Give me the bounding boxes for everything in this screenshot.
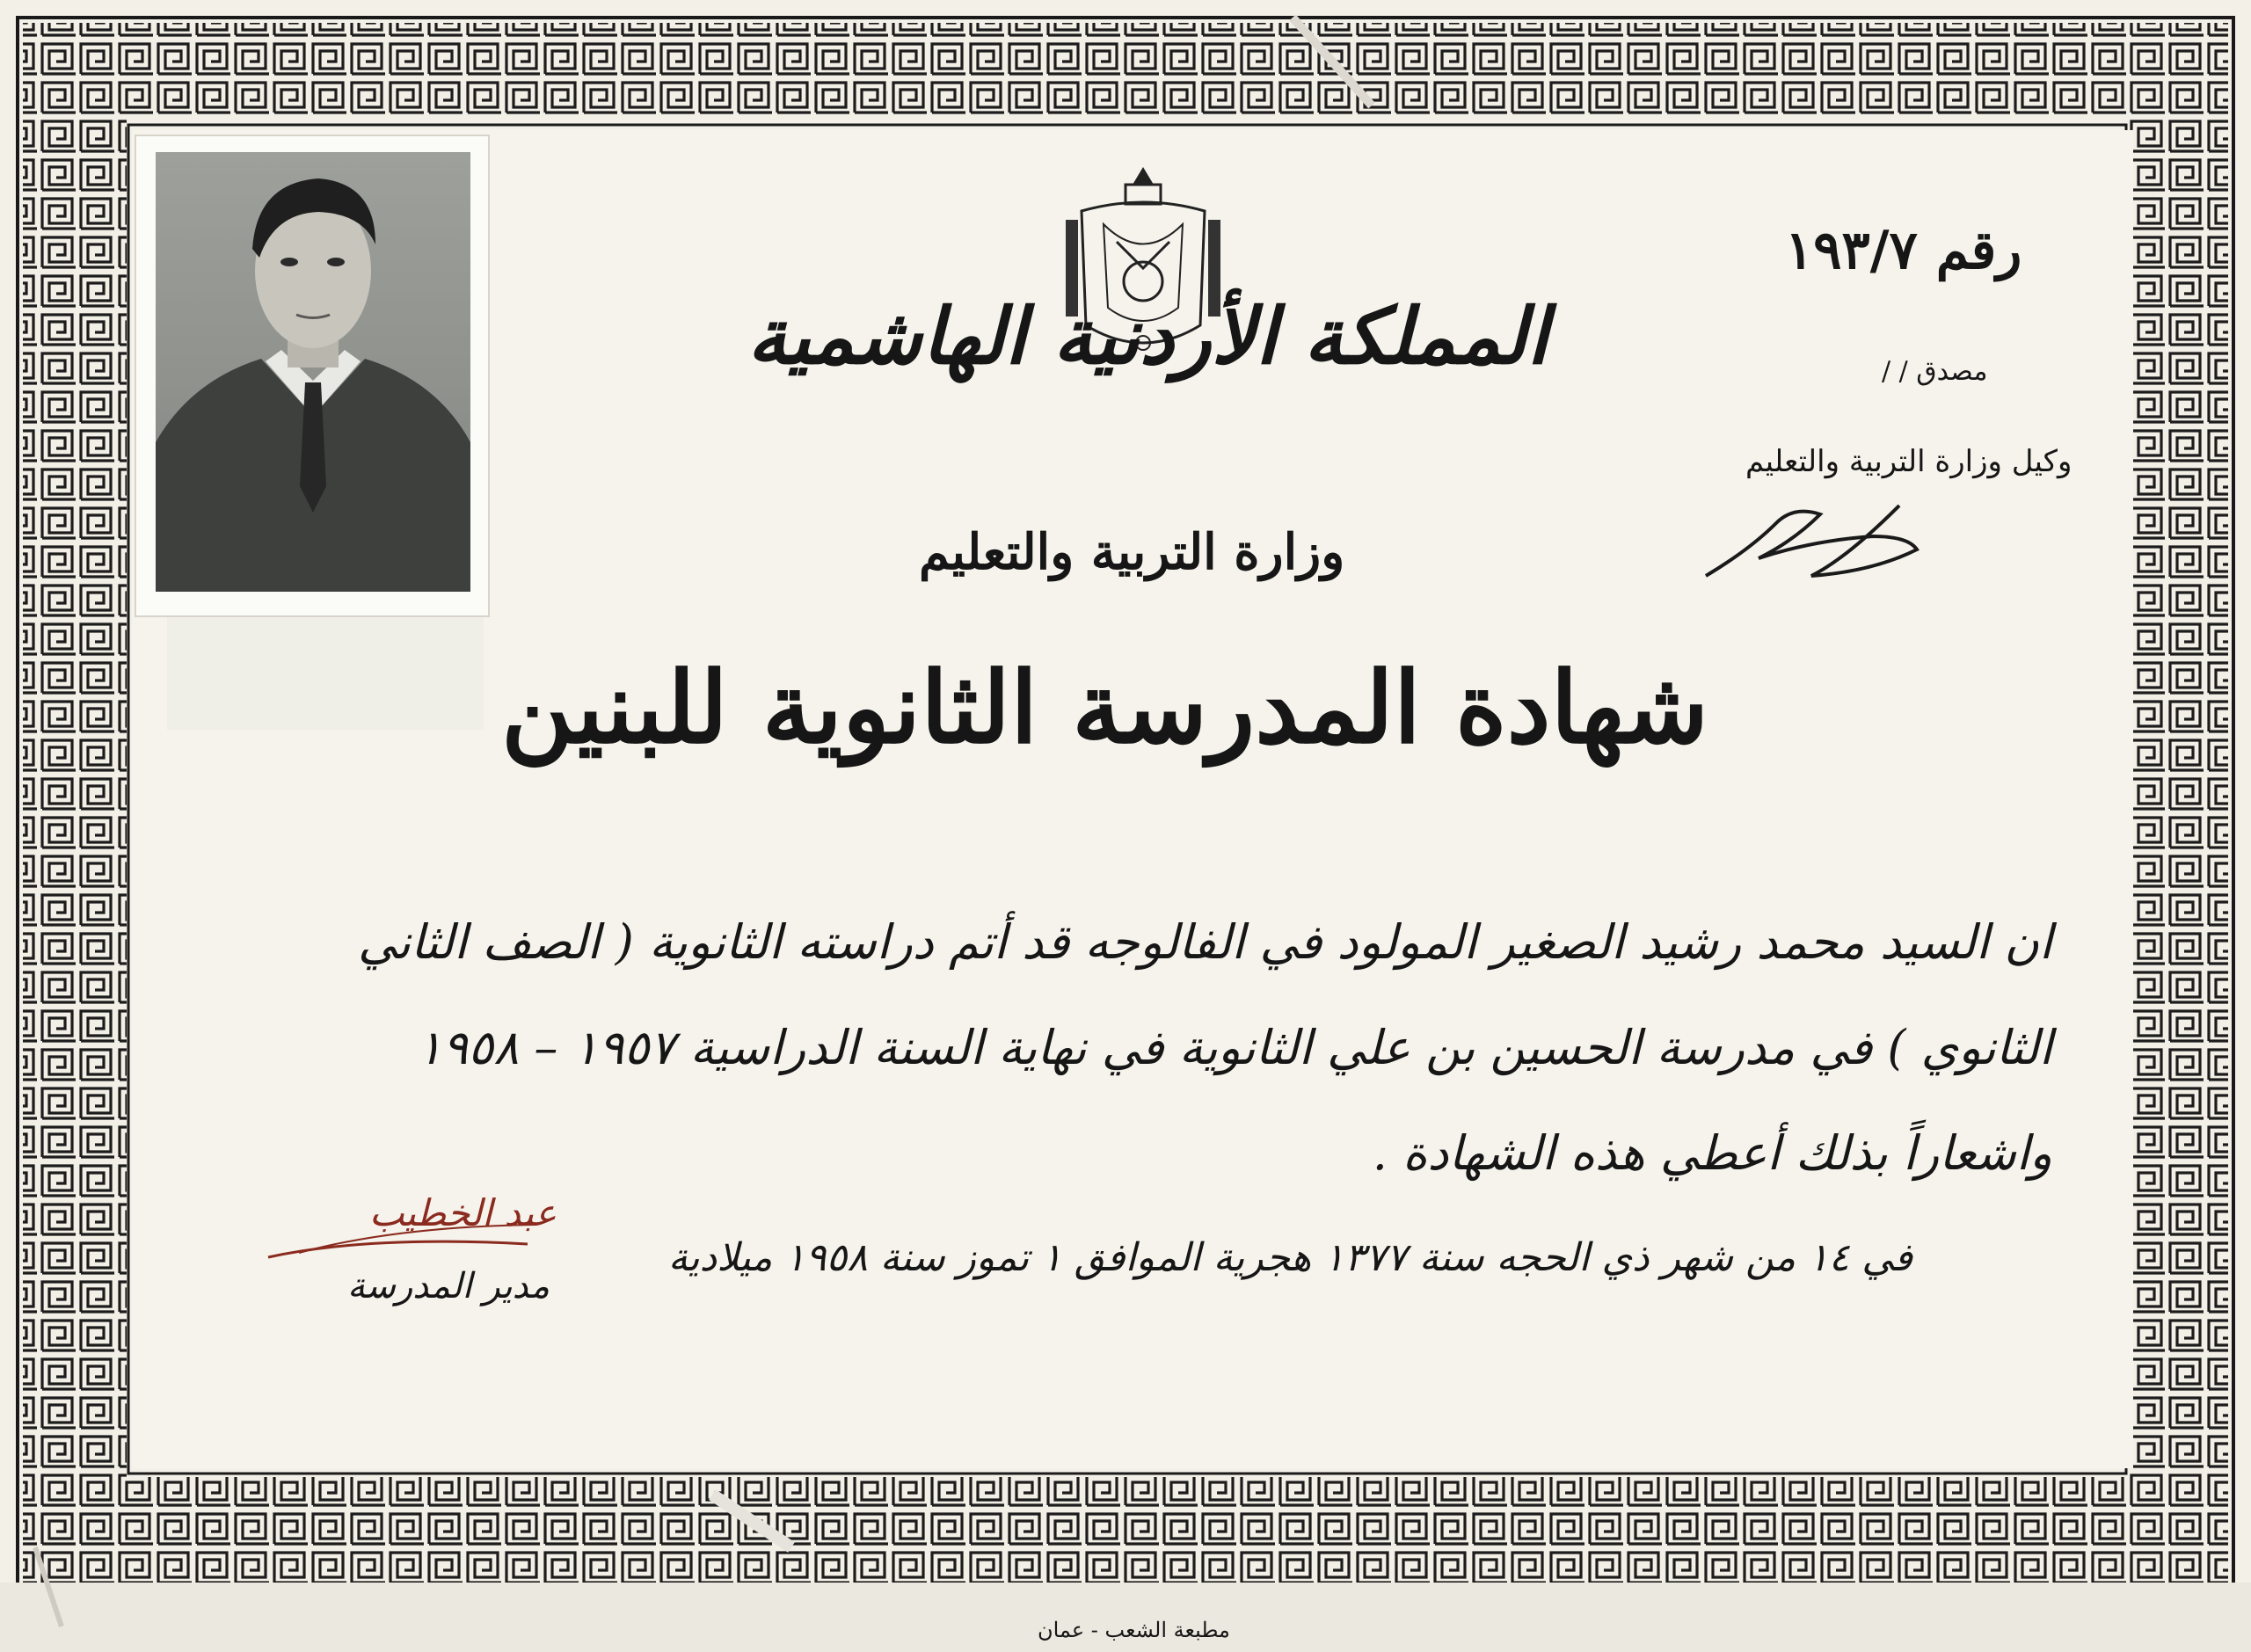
kingdom-name: المملكة الأردنية الهاشمية <box>747 290 1548 382</box>
body-line-3: واشعاراً بذلك أعطي هذه الشهادة . <box>1372 1125 2052 1181</box>
principal-signature: عبد الخطيب <box>369 1191 557 1234</box>
body-line-2: الثانوي ) في مدرسة الحسين بن علي الثانوية في نهاية السنة الدراسية ١٩٥٧ – ١٩٥٨ <box>417 1020 2052 1075</box>
certificate-title: شهادة المدرسة الثانوية للبنين <box>501 651 1709 766</box>
deputy-minister-title: وكيل وزارة التربية والتعليم <box>1745 444 2073 479</box>
principal-title: مدير المدرسة <box>347 1266 550 1306</box>
deputy-signature <box>1697 488 1926 593</box>
printer-imprint: مطبعة الشعب - عمان <box>1038 1618 1230 1642</box>
issue-stamp-text: مصدق / / <box>1882 356 1988 387</box>
portrait-photo-frame <box>136 136 488 615</box>
certificate-number: رقم ١٩٣/٧ <box>1785 220 2022 281</box>
faded-stamp <box>167 615 484 730</box>
portrait-photo <box>156 152 470 592</box>
ministry-name: وزارة التربية والتعليم <box>919 523 1345 581</box>
issue-date-line: في ١٤ من شهر ذي الحجه سنة ١٣٧٧ هجرية الموافق ١ تموز سنة ١٩٥٨ ميلادية <box>667 1235 1912 1280</box>
body-line-1: ان السيد محمد رشيد الصغير المولود في الفالوجه قد أتم دراسته الثانوية ( الصف الثاني <box>357 914 2052 970</box>
principal-signature-stroke <box>264 1218 545 1270</box>
